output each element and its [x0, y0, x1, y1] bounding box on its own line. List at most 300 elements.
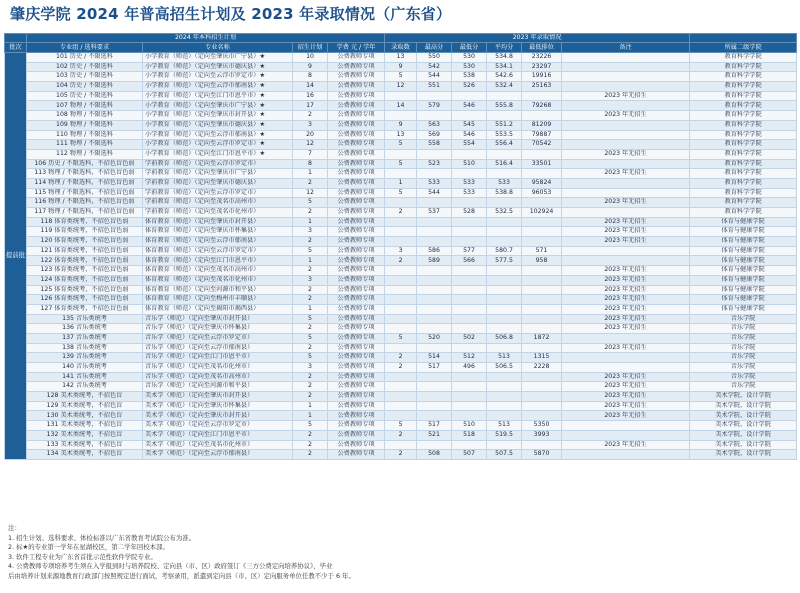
major-cell: 美术学（师范）（定向至肇庆市怀集县） — [143, 401, 293, 411]
min-score-cell — [452, 275, 487, 285]
max-score-cell — [417, 314, 452, 324]
avg-score-cell: 551.2 — [487, 120, 522, 130]
remark-cell: 2023 年无招生 — [562, 401, 690, 411]
tuition-cell: 公费教师专项 — [328, 82, 385, 92]
table-row — [5, 111, 797, 121]
col-header-max: 最高分 — [417, 43, 452, 53]
max-score-cell: 542 — [417, 62, 452, 72]
remark-cell: 2023 年无招生 — [562, 275, 690, 285]
plan-cell: 1 — [293, 217, 328, 227]
col-header-remark: 备注 — [562, 43, 690, 53]
plan-cell: 2 — [293, 430, 328, 440]
avg-score-cell — [487, 392, 522, 402]
max-score-cell — [417, 285, 452, 295]
remark-cell — [562, 256, 690, 266]
min-score-cell — [452, 372, 487, 382]
avg-score-cell: 516.4 — [487, 159, 522, 169]
avg-score-cell — [487, 227, 522, 237]
avg-score-cell: 555.8 — [487, 101, 522, 111]
remark-cell: 2023 年无招生 — [562, 372, 690, 382]
max-score-cell — [417, 169, 452, 179]
admitted-cell: 3 — [385, 246, 417, 256]
college-cell: 教育科学学院 — [690, 149, 797, 159]
major-cell: 美术学（师范）（定向至江门市恩平市） — [143, 430, 293, 440]
tuition-cell: 公费教师专项 — [328, 333, 385, 343]
avg-score-cell: 506.8 — [487, 333, 522, 343]
avg-score-cell: 542.6 — [487, 72, 522, 82]
note-item: 4. 公费教师专项培养考生须在入学报到时与培养院校、定向县（市、区）政府签订《三方公费定向培养协议》，毕业 — [8, 562, 333, 571]
max-score-cell: 563 — [417, 120, 452, 130]
plan-cell: 5 — [293, 333, 328, 343]
avg-score-cell: 513 — [487, 353, 522, 363]
min-rank-cell — [522, 440, 562, 450]
avg-score-cell: 506.5 — [487, 363, 522, 373]
avg-score-cell — [487, 149, 522, 159]
group-cell: 137 音乐类统考 — [27, 333, 143, 343]
table-row — [5, 343, 797, 353]
admitted-cell: 5 — [385, 188, 417, 198]
min-score-cell — [452, 227, 487, 237]
min-rank-cell: 79268 — [522, 101, 562, 111]
group-cell: 114 物理 / 不限选科，不招色盲色弱 — [27, 178, 143, 188]
plan-cell: 2 — [293, 382, 328, 392]
group-cell: 111 物理 / 不限选科 — [27, 140, 143, 150]
table-row — [5, 440, 797, 450]
major-cell: 小学教育（师范）（定向至肇庆市广宁县）★ — [143, 53, 293, 63]
min-rank-cell — [522, 372, 562, 382]
remark-cell: 2023 年无招生 — [562, 324, 690, 334]
college-cell: 教育科学学院 — [690, 188, 797, 198]
admitted-cell — [385, 401, 417, 411]
max-score-cell — [417, 266, 452, 276]
remark-cell — [562, 333, 690, 343]
group-cell: 127 体育类统考，不招色盲色弱 — [27, 304, 143, 314]
major-cell: 体育教育（师范）（定向至肇庆市封开县） — [143, 217, 293, 227]
remark-cell — [562, 353, 690, 363]
college-cell: 美术学院、设计学院 — [690, 392, 797, 402]
min-score-cell — [452, 217, 487, 227]
group-cell: 113 物理 / 不限选科，不招色盲色弱 — [27, 169, 143, 179]
tuition-cell: 公费教师专项 — [328, 237, 385, 247]
table-row — [5, 333, 797, 343]
college-cell: 教育科学学院 — [690, 72, 797, 82]
admission-table-container — [4, 33, 796, 460]
group-cell: 128 美术类统考，不招色盲 — [27, 392, 143, 402]
college-cell: 体育与健康学院 — [690, 285, 797, 295]
plan-cell: 5 — [293, 353, 328, 363]
avg-score-cell: 538.8 — [487, 188, 522, 198]
table-row — [5, 401, 797, 411]
tuition-cell: 公费教师专项 — [328, 169, 385, 179]
avg-score-cell — [487, 266, 522, 276]
tuition-cell: 公费教师专项 — [328, 178, 385, 188]
group-cell: 115 物理 / 不限选科，不招色盲色弱 — [27, 188, 143, 198]
major-cell: 小学教育（师范）（定向至云浮市罗定市）★ — [143, 140, 293, 150]
avg-score-cell — [487, 372, 522, 382]
plan-cell: 8 — [293, 159, 328, 169]
group-cell: 107 物理 / 不限选科 — [27, 101, 143, 111]
tuition-cell: 公费教师专项 — [328, 266, 385, 276]
tuition-cell: 公费教师专项 — [328, 149, 385, 159]
tuition-cell: 公费教师专项 — [328, 140, 385, 150]
tuition-cell: 公费教师专项 — [328, 304, 385, 314]
max-score-cell — [417, 343, 452, 353]
min-rank-cell: 79887 — [522, 130, 562, 140]
college-cell: 教育科学学院 — [690, 91, 797, 101]
major-cell: 小学教育（师范）（定向至江门市恩平市）★ — [143, 91, 293, 101]
group-cell: 129 美术类统考，不招色盲 — [27, 401, 143, 411]
min-score-cell — [452, 149, 487, 159]
group-cell: 109 物理 / 不限选科 — [27, 120, 143, 130]
min-score-cell — [452, 411, 487, 421]
admitted-cell — [385, 275, 417, 285]
avg-score-cell: 577.5 — [487, 256, 522, 266]
min-score-cell — [452, 440, 487, 450]
college-cell: 教育科学学院 — [690, 208, 797, 218]
table-row — [5, 266, 797, 276]
table-row — [5, 430, 797, 440]
major-cell: 音乐学（师范）（定向至茂名市化州市） — [143, 363, 293, 373]
avg-score-cell: 532.5 — [487, 208, 522, 218]
table-row — [5, 159, 797, 169]
avg-score-cell — [487, 198, 522, 208]
tuition-cell: 公费教师专项 — [328, 208, 385, 218]
remark-cell: 2023 年无招生 — [562, 198, 690, 208]
table-row — [5, 169, 797, 179]
min-score-cell — [452, 295, 487, 305]
college-cell: 音乐学院 — [690, 372, 797, 382]
max-score-cell — [417, 217, 452, 227]
max-score-cell — [417, 401, 452, 411]
avg-score-cell — [487, 440, 522, 450]
major-cell: 小学教育（师范）（定向至肇庆市封开县）★ — [143, 111, 293, 121]
min-rank-cell — [522, 392, 562, 402]
admitted-cell: 5 — [385, 72, 417, 82]
min-rank-cell — [522, 401, 562, 411]
min-rank-cell: 5870 — [522, 450, 562, 460]
remark-cell — [562, 82, 690, 92]
min-score-cell — [452, 382, 487, 392]
table-row — [5, 324, 797, 334]
tuition-cell: 公费教师专项 — [328, 217, 385, 227]
min-rank-cell: 96053 — [522, 188, 562, 198]
admitted-cell — [385, 169, 417, 179]
admitted-cell — [385, 91, 417, 101]
major-cell: 体育教育（师范）（定向至江门市恩平市） — [143, 256, 293, 266]
avg-score-cell — [487, 401, 522, 411]
min-rank-cell — [522, 169, 562, 179]
remark-cell: 2023 年无招生 — [562, 111, 690, 121]
major-cell: 音乐学（师范）（定向至河源市和平县） — [143, 382, 293, 392]
min-score-cell — [452, 401, 487, 411]
table-row — [5, 178, 797, 188]
major-cell: 体育教育（师范）（定向至河源市和平县） — [143, 285, 293, 295]
avg-score-cell: 519.5 — [487, 430, 522, 440]
min-score-cell — [452, 314, 487, 324]
table-row — [5, 314, 797, 324]
plan-cell: 2 — [293, 208, 328, 218]
major-cell: 音乐学（师范）（定向至茂名市高州市） — [143, 372, 293, 382]
admitted-cell — [385, 343, 417, 353]
tuition-cell: 公费教师专项 — [328, 363, 385, 373]
admitted-cell — [385, 295, 417, 305]
remark-cell — [562, 120, 690, 130]
min-score-cell — [452, 392, 487, 402]
max-score-cell — [417, 411, 452, 421]
min-score-cell — [452, 304, 487, 314]
col-header-min: 最低分 — [452, 43, 487, 53]
min-score-cell: 538 — [452, 72, 487, 82]
college-cell: 教育科学学院 — [690, 111, 797, 121]
remark-cell — [562, 62, 690, 72]
batch-cell: 提前批 — [5, 53, 27, 460]
min-score-cell: 507 — [452, 450, 487, 460]
college-cell: 教育科学学院 — [690, 82, 797, 92]
major-cell: 美术学（师范）（定向至肇庆市封开县） — [143, 392, 293, 402]
plan-cell: 1 — [293, 411, 328, 421]
max-score-cell: 523 — [417, 159, 452, 169]
major-cell: 小学教育（师范）（定向至云浮市郁南县）★ — [143, 82, 293, 92]
major-cell: 学前教育（师范）（定向至茂名市化州市） — [143, 208, 293, 218]
avg-score-cell: 580.7 — [487, 246, 522, 256]
tuition-cell: 公费教师专项 — [328, 285, 385, 295]
min-rank-cell — [522, 343, 562, 353]
plan-cell: 5 — [293, 198, 328, 208]
avg-score-cell — [487, 285, 522, 295]
min-rank-cell: 23226 — [522, 53, 562, 63]
admitted-cell — [385, 111, 417, 121]
remark-cell — [562, 72, 690, 82]
max-score-cell: 558 — [417, 140, 452, 150]
tuition-cell: 公费教师专项 — [328, 130, 385, 140]
min-rank-cell: 19916 — [522, 72, 562, 82]
admitted-cell — [385, 372, 417, 382]
avg-score-cell: 556.4 — [487, 140, 522, 150]
remark-cell: 2023 年无招生 — [562, 227, 690, 237]
max-score-cell: 550 — [417, 53, 452, 63]
admitted-cell: 5 — [385, 159, 417, 169]
group-cell: 116 物理 / 不限选科，不招色盲色弱 — [27, 198, 143, 208]
min-score-cell — [452, 343, 487, 353]
avg-score-cell — [487, 169, 522, 179]
group-cell: 125 体育类统考，不招色盲色弱 — [27, 285, 143, 295]
table-row — [5, 188, 797, 198]
college-cell: 教育科学学院 — [690, 62, 797, 72]
major-cell: 学前教育（师范）（定向至肇庆市德庆县） — [143, 178, 293, 188]
table-row — [5, 149, 797, 159]
max-score-cell — [417, 372, 452, 382]
remark-cell — [562, 178, 690, 188]
table-row — [5, 227, 797, 237]
min-score-cell: 577 — [452, 246, 487, 256]
max-score-cell — [417, 324, 452, 334]
remark-cell: 2023 年无招生 — [562, 304, 690, 314]
plan-cell: 2 — [293, 372, 328, 382]
remark-cell — [562, 140, 690, 150]
plan-cell: 3 — [293, 363, 328, 373]
major-cell: 体育教育（师范）（定向至云浮市罗定市） — [143, 246, 293, 256]
college-cell: 教育科学学院 — [690, 198, 797, 208]
admission-table — [4, 33, 797, 460]
plan-cell: 3 — [293, 120, 328, 130]
remark-cell: 2023 年无招生 — [562, 285, 690, 295]
plan-cell: 2 — [293, 392, 328, 402]
table-row — [5, 237, 797, 247]
group-cell: 136 音乐类统考 — [27, 324, 143, 334]
group-cell: 122 体育类统考，不招色盲色弱 — [27, 256, 143, 266]
avg-score-cell — [487, 217, 522, 227]
college-cell: 美术学院、设计学院 — [690, 450, 797, 460]
plan-cell: 12 — [293, 188, 328, 198]
major-cell: 学前教育（师范）（定向至肇庆市广宁县） — [143, 169, 293, 179]
max-score-cell: 586 — [417, 246, 452, 256]
avg-score-cell — [487, 304, 522, 314]
admitted-cell — [385, 198, 417, 208]
admitted-cell: 13 — [385, 53, 417, 63]
major-cell: 小学教育（师范）（定向至肇庆市广宁县）★ — [143, 101, 293, 111]
group-cell: 133 美术类统考，不招色盲 — [27, 440, 143, 450]
table-row — [5, 392, 797, 402]
admitted-cell — [385, 149, 417, 159]
college-cell: 美术学院、设计学院 — [690, 411, 797, 421]
table-row — [5, 208, 797, 218]
min-rank-cell: 70542 — [522, 140, 562, 150]
table-row — [5, 246, 797, 256]
college-cell: 体育与健康学院 — [690, 246, 797, 256]
table-row — [5, 82, 797, 92]
college-cell: 体育与健康学院 — [690, 266, 797, 276]
tuition-cell: 公费教师专项 — [328, 275, 385, 285]
col-header-avg: 平均分 — [487, 43, 522, 53]
admitted-cell: 9 — [385, 120, 417, 130]
min-score-cell — [452, 198, 487, 208]
min-score-cell — [452, 111, 487, 121]
table-row — [5, 353, 797, 363]
college-cell: 音乐学院 — [690, 324, 797, 334]
tuition-cell: 公费教师专项 — [328, 295, 385, 305]
max-score-cell: 517 — [417, 421, 452, 431]
remark-cell: 2023 年无招生 — [562, 343, 690, 353]
college-cell: 教育科学学院 — [690, 169, 797, 179]
major-cell: 体育教育（师范）（定向至揭阳市揭西县） — [143, 304, 293, 314]
tuition-cell: 公费教师专项 — [328, 91, 385, 101]
admitted-cell: 2 — [385, 450, 417, 460]
group-cell: 112 物理 / 不限选科 — [27, 149, 143, 159]
max-score-cell: 544 — [417, 188, 452, 198]
college-cell: 教育科学学院 — [690, 159, 797, 169]
plan-group-header: 2024 年本科招生计划 — [27, 34, 385, 43]
college-cell: 体育与健康学院 — [690, 256, 797, 266]
max-score-cell: 537 — [417, 208, 452, 218]
admitted-cell — [385, 266, 417, 276]
plan-cell: 14 — [293, 82, 328, 92]
max-score-cell: 551 — [417, 82, 452, 92]
group-cell: 138 音乐类统考 — [27, 343, 143, 353]
admitted-cell: 9 — [385, 62, 417, 72]
table-row — [5, 372, 797, 382]
group-cell: 131 美术类统考，不招色盲 — [27, 421, 143, 431]
major-cell: 小学教育（师范）（定向至云浮市罗定市）★ — [143, 72, 293, 82]
table-row — [5, 256, 797, 266]
admitted-cell: 2 — [385, 430, 417, 440]
min-rank-cell: 23297 — [522, 62, 562, 72]
remark-cell: 2023 年无招生 — [562, 392, 690, 402]
remark-cell: 2023 年无招生 — [562, 169, 690, 179]
major-cell: 体育教育（师范）（定向至茂名市高州市） — [143, 266, 293, 276]
college-cell: 教育科学学院 — [690, 130, 797, 140]
min-score-cell: 530 — [452, 53, 487, 63]
admitted-cell — [385, 314, 417, 324]
admitted-cell — [385, 237, 417, 247]
remark-cell: 2023 年无招生 — [562, 237, 690, 247]
group-cell: 105 历史 / 不限选科 — [27, 91, 143, 101]
group-cell: 104 历史 / 不限选科 — [27, 82, 143, 92]
admitted-cell — [385, 285, 417, 295]
plan-cell: 16 — [293, 91, 328, 101]
college-cell: 教育科学学院 — [690, 53, 797, 63]
min-score-cell: 526 — [452, 82, 487, 92]
college-cell: 体育与健康学院 — [690, 275, 797, 285]
plan-cell: 2 — [293, 324, 328, 334]
major-cell: 学前教育（师范）（定向至茂名市高州市） — [143, 198, 293, 208]
remark-cell — [562, 450, 690, 460]
plan-cell: 7 — [293, 149, 328, 159]
avg-score-cell: 553.5 — [487, 130, 522, 140]
group-cell: 121 体育类统考，不招色盲色弱 — [27, 246, 143, 256]
min-score-cell — [452, 169, 487, 179]
major-cell: 体育教育（师范）（定向至云浮市郁南县） — [143, 237, 293, 247]
notes-section — [8, 524, 788, 582]
college-cell: 美术学院、设计学院 — [690, 430, 797, 440]
plan-cell: 2 — [293, 285, 328, 295]
tuition-cell: 公费教师专项 — [328, 101, 385, 111]
major-cell: 音乐学（师范）（定向至肇庆市怀集县） — [143, 324, 293, 334]
group-cell: 126 体育类统考，不招色盲色弱 — [27, 295, 143, 305]
col-header-admitted: 录取数 — [385, 43, 417, 53]
plan-cell: 5 — [293, 421, 328, 431]
header-group-row — [5, 34, 797, 43]
college-cell: 教育科学学院 — [690, 140, 797, 150]
max-score-cell — [417, 295, 452, 305]
remark-cell: 2023 年无招生 — [562, 314, 690, 324]
max-score-cell: 514 — [417, 353, 452, 363]
plan-cell: 2 — [293, 237, 328, 247]
max-score-cell: 569 — [417, 130, 452, 140]
note-item: 1. 招生计划、选科要求、体检标准以广东省教育考试院公布为准。 — [8, 533, 196, 542]
min-score-cell — [452, 285, 487, 295]
plan-cell: 3 — [293, 227, 328, 237]
max-score-cell: 508 — [417, 450, 452, 460]
max-score-cell — [417, 440, 452, 450]
min-rank-cell — [522, 324, 562, 334]
tuition-cell: 公费教师专项 — [328, 72, 385, 82]
max-score-cell — [417, 111, 452, 121]
avg-score-cell — [487, 324, 522, 334]
table-row — [5, 421, 797, 431]
min-rank-cell: 1872 — [522, 333, 562, 343]
remark-cell: 2023 年无招生 — [562, 149, 690, 159]
tuition-cell: 公费教师专项 — [328, 256, 385, 266]
plan-cell: 9 — [293, 62, 328, 72]
min-score-cell: 510 — [452, 159, 487, 169]
college-cell: 音乐学院 — [690, 382, 797, 392]
major-cell: 美术学（师范）（定向至云浮市罗定市） — [143, 421, 293, 431]
tuition-cell: 公费教师专项 — [328, 53, 385, 63]
plan-cell: 2 — [293, 295, 328, 305]
min-rank-cell — [522, 227, 562, 237]
group-cell: 123 体育类统考，不招色盲色弱 — [27, 266, 143, 276]
college-cell: 美术学院、设计学院 — [690, 401, 797, 411]
